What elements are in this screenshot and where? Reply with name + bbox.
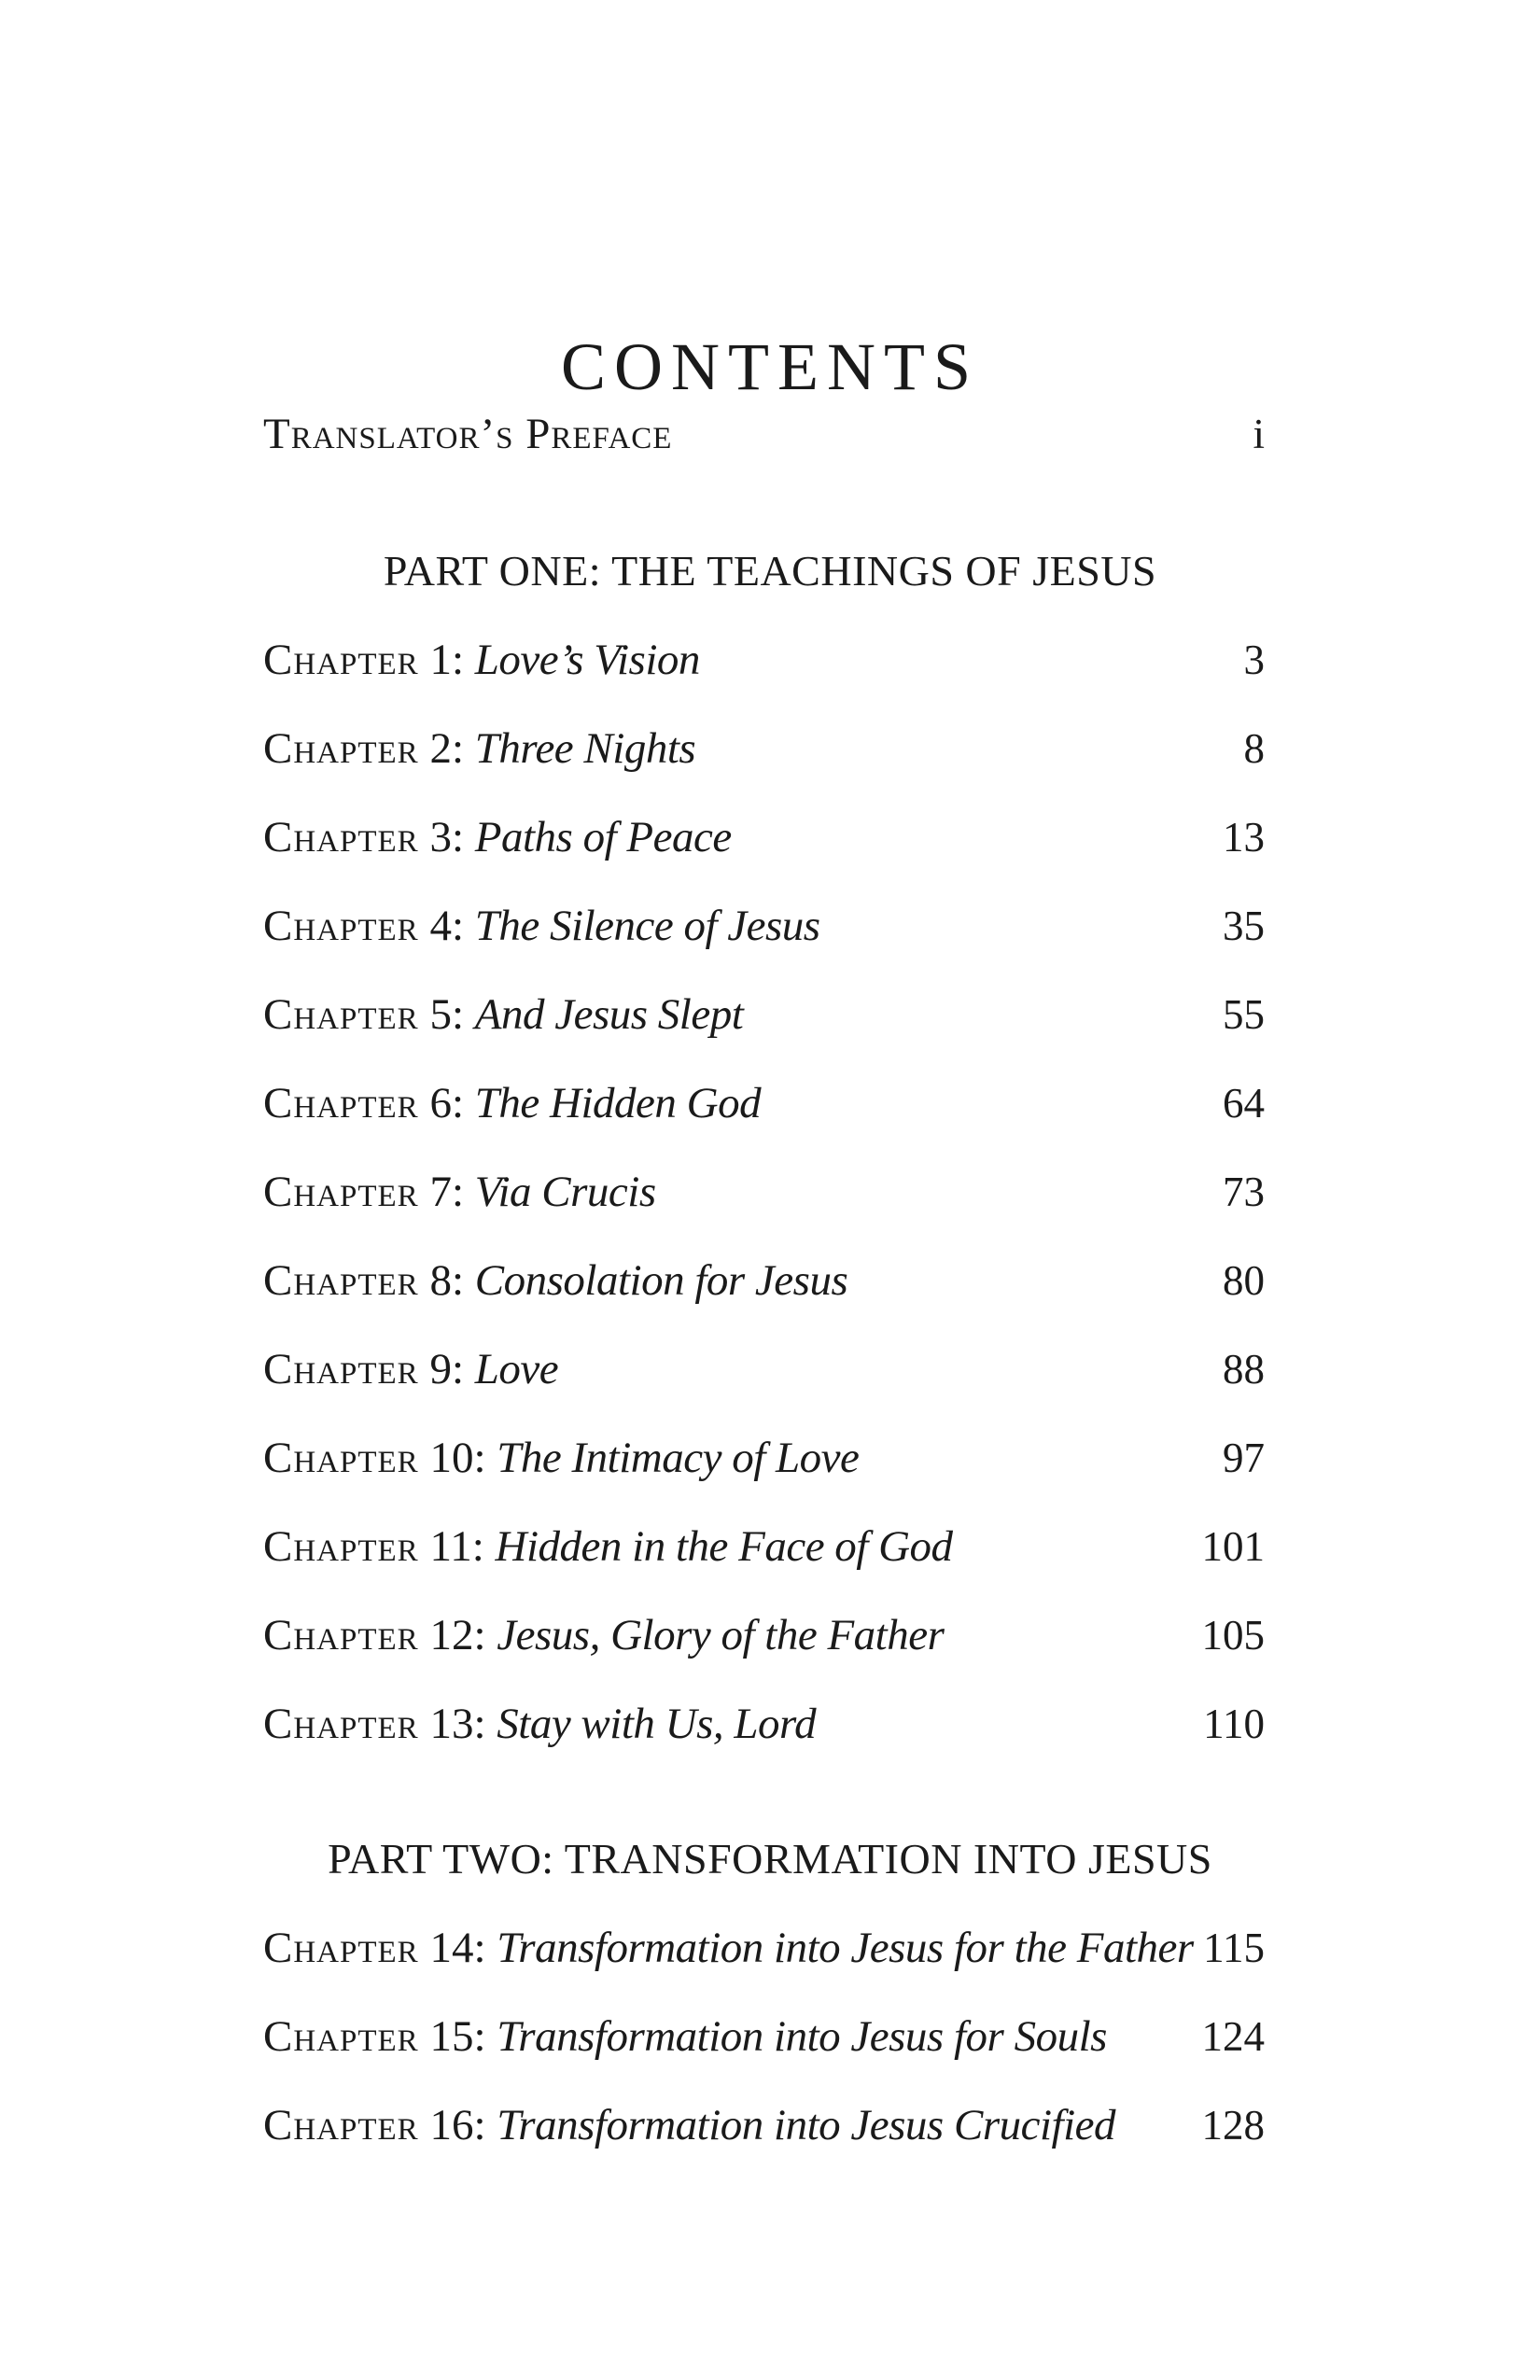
chapter-word: Chapter [263, 1345, 419, 1393]
chapter-number: 4 [429, 902, 452, 950]
toc-row-chapter-15[interactable] [263, 2004, 1265, 2069]
chapter-page-number: 80 [1223, 1257, 1265, 1304]
chapter-page-number: 105 [1201, 1612, 1265, 1659]
chapter-number: 7 [429, 1168, 452, 1216]
chapter-label-group: Chapter 11: Hidden in the Face of God [263, 1522, 953, 1571]
chapter-title: The Intimacy of Love [497, 1434, 860, 1482]
chapter-number: 6 [429, 1079, 452, 1127]
chapter-title: Love [474, 1345, 559, 1393]
chapter-page-number: 110 [1203, 1701, 1265, 1747]
chapter-label-group: Chapter 7: Via Crucis [263, 1168, 656, 1216]
chapter-number: 9 [429, 1345, 452, 1393]
chapter-title: Jesus, Glory of the Father [497, 1611, 945, 1659]
chapter-title: And Jesus Slept [474, 990, 744, 1039]
chapter-label-group: Chapter 15: Transformation into Jesus for Souls [263, 2012, 1107, 2061]
chapter-title: Consolation for Jesus [474, 1256, 848, 1305]
chapter-title: Via Crucis [474, 1168, 656, 1216]
chapter-word: Chapter [263, 1168, 419, 1216]
preface-label: Translator’s Preface [263, 410, 673, 458]
preface-page-number: i [1253, 411, 1265, 457]
chapter-label-group: Chapter 1: Love’s Vision [263, 636, 700, 684]
toc-row-chapter-9[interactable] [263, 1337, 1265, 1402]
toc-row-chapter-6[interactable] [263, 1071, 1265, 1136]
chapter-label-group: Chapter 16: Transformation into Jesus Crucified [263, 2101, 1116, 2149]
chapter-title: Transformation into Jesus Crucified [497, 2101, 1116, 2149]
chapter-number: 16 [429, 2101, 474, 2149]
toc-row-chapter-16[interactable] [263, 2093, 1265, 2158]
chapter-number: 15 [429, 2012, 474, 2061]
chapter-number: 11 [429, 1522, 472, 1571]
chapter-page-number: 73 [1223, 1169, 1265, 1215]
toc-row-chapter-14[interactable] [263, 1915, 1265, 1981]
toc-row-chapter-7[interactable] [263, 1159, 1265, 1225]
chapter-number: 8 [429, 1256, 452, 1305]
chapter-label-group: Chapter 5: And Jesus Slept [263, 990, 744, 1039]
chapter-word: Chapter [263, 813, 419, 861]
chapter-title: Three Nights [474, 724, 696, 773]
chapter-word: Chapter [263, 2012, 419, 2061]
toc-row-chapter-11[interactable] [263, 1514, 1265, 1579]
toc-row-chapter-3[interactable] [263, 805, 1265, 870]
chapter-label-group: Chapter 6: The Hidden God [263, 1079, 762, 1127]
chapter-title: Transformation into Jesus for Souls [497, 2012, 1107, 2061]
chapter-number: 10 [429, 1434, 474, 1482]
chapter-page-number: 13 [1223, 814, 1265, 861]
page-title: CONTENTS [561, 329, 979, 405]
chapter-page-number: 101 [1201, 1523, 1265, 1570]
chapter-title: Love’s Vision [474, 636, 700, 684]
chapter-label-group: Chapter 9: Love [263, 1345, 559, 1393]
chapter-word: Chapter [263, 990, 419, 1039]
chapter-word: Chapter [263, 1079, 419, 1127]
chapter-page-number: 8 [1243, 725, 1265, 772]
chapter-label-group: Chapter 10: The Intimacy of Love [263, 1434, 860, 1482]
chapter-number: 5 [429, 990, 452, 1039]
toc-row-chapter-4[interactable] [263, 893, 1265, 959]
chapter-word: Chapter [263, 1522, 419, 1571]
toc-row-chapter-8[interactable] [263, 1248, 1265, 1313]
chapter-title: Transformation into Jesus for the Father [497, 1924, 1194, 1972]
chapter-page-number: 115 [1203, 1925, 1265, 1971]
toc-row-chapter-5[interactable] [263, 982, 1265, 1047]
chapter-page-number: 64 [1223, 1080, 1265, 1127]
toc-row-chapter-1[interactable] [263, 627, 1265, 693]
chapter-word: Chapter [263, 1924, 419, 1972]
chapter-label-group: Chapter 12: Jesus, Glory of the Father [263, 1611, 945, 1659]
chapter-title: The Hidden God [474, 1079, 762, 1127]
chapter-word: Chapter [263, 2101, 419, 2149]
chapter-word: Chapter [263, 1434, 419, 1482]
chapter-word: Chapter [263, 1611, 419, 1659]
toc-row-preface[interactable] [263, 401, 1265, 467]
chapter-title: Stay with Us, Lord [497, 1700, 817, 1748]
chapter-label-group: Chapter 4: The Silence of Jesus [263, 902, 820, 950]
chapter-page-number: 88 [1223, 1346, 1265, 1393]
chapter-page-number: 3 [1243, 637, 1265, 683]
toc-row-chapter-10[interactable] [263, 1425, 1265, 1491]
chapter-word: Chapter [263, 724, 419, 773]
chapter-number: 12 [429, 1611, 474, 1659]
chapter-page-number: 97 [1223, 1435, 1265, 1481]
chapter-label-group: Chapter 2: Three Nights [263, 724, 696, 773]
chapter-label-group: Chapter 3: Paths of Peace [263, 813, 732, 861]
chapter-page-number: 35 [1223, 903, 1265, 949]
chapter-title: The Silence of Jesus [474, 902, 820, 950]
chapter-label-group: Chapter 14: Transformation into Jesus for the Father [263, 1924, 1194, 1972]
chapter-page-number: 128 [1201, 2102, 1265, 2149]
chapter-word: Chapter [263, 902, 419, 950]
chapter-title: Paths of Peace [474, 813, 732, 861]
chapter-label-group: Chapter 8: Consolation for Jesus [263, 1256, 848, 1305]
toc-row-chapter-13[interactable] [263, 1691, 1265, 1757]
chapter-number: 14 [429, 1924, 474, 1972]
chapter-number: 2 [429, 724, 452, 773]
toc-row-chapter-12[interactable] [263, 1603, 1265, 1668]
chapter-word: Chapter [263, 1700, 419, 1748]
chapter-number: 1 [429, 636, 452, 684]
chapter-word: Chapter [263, 1256, 419, 1305]
part-two-heading: PART TWO: TRANSFORMATION INTO JESUS [328, 1835, 1212, 1883]
chapter-title: Hidden in the Face of God [495, 1522, 953, 1571]
chapter-word: Chapter [263, 636, 419, 684]
chapter-page-number: 55 [1223, 991, 1265, 1038]
chapter-number: 3 [429, 813, 452, 861]
part-one-heading: PART ONE: THE TEACHINGS OF JESUS [383, 547, 1157, 595]
chapter-number: 13 [429, 1700, 474, 1748]
chapter-label-group: Chapter 13: Stay with Us, Lord [263, 1700, 817, 1748]
chapter-page-number: 124 [1201, 2013, 1265, 2060]
toc-row-chapter-2[interactable] [263, 716, 1265, 781]
